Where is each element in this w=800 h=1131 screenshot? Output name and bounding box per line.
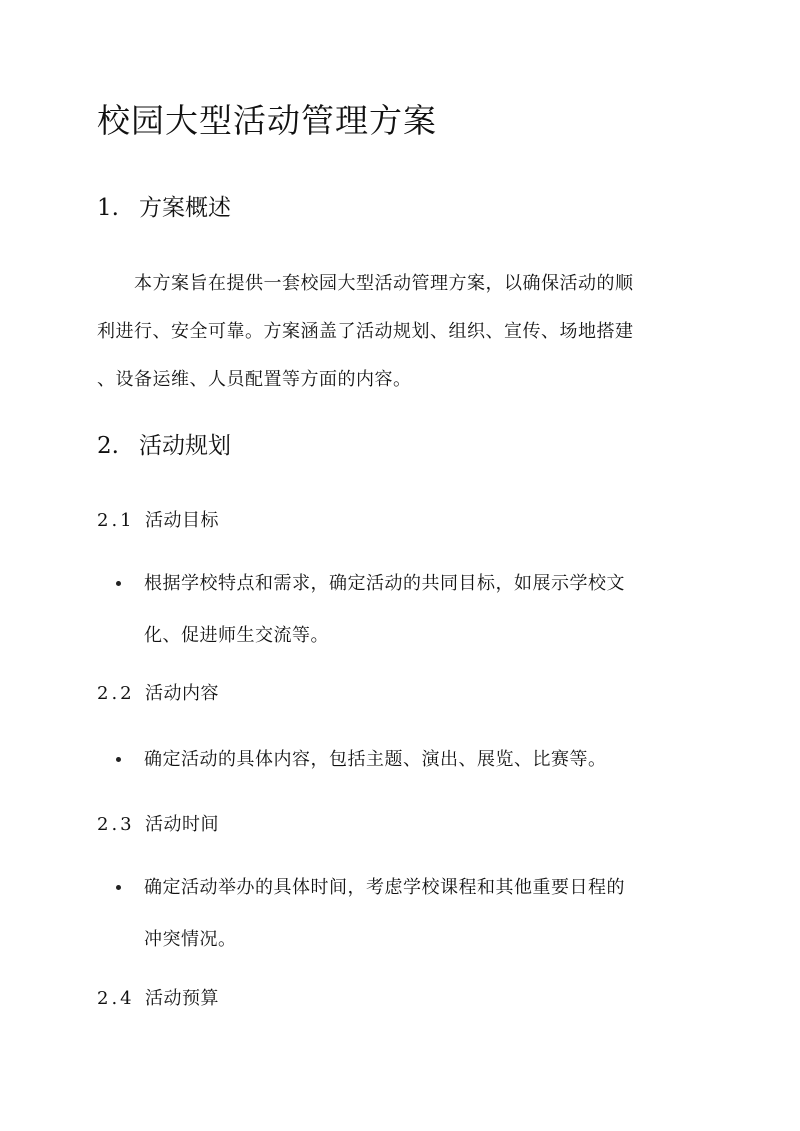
bullet-icon xyxy=(116,885,121,890)
subsection-number: 2.1 xyxy=(97,510,135,531)
list-item-line: 冲突情况。 xyxy=(144,929,237,950)
subsection-number: 2.2 xyxy=(97,683,135,704)
subsection-number: 2.3 xyxy=(97,814,135,835)
paragraph-line: 利进行、安全可靠。方案涵盖了活动规划、组织、宣传、场地搭建 xyxy=(97,321,634,342)
section-number: 1. xyxy=(97,195,119,221)
list-item-time xyxy=(116,862,706,966)
subsection-title: 活动预算 xyxy=(145,988,219,1009)
subsection-number: 2.4 xyxy=(97,988,135,1009)
list-item-line: 确定活动的具体内容，包括主题、演出、展览、比赛等。 xyxy=(144,749,607,770)
subsection-title: 活动内容 xyxy=(145,683,219,704)
paragraph-line: 本方案旨在提供一套校园大型活动管理方案，以确保活动的顺 xyxy=(97,273,634,294)
section-heading-overview xyxy=(97,190,231,226)
list-item-content xyxy=(116,734,706,786)
subsection-heading-goals xyxy=(97,506,219,536)
subsection-title: 活动目标 xyxy=(145,510,219,531)
bullet-icon xyxy=(116,757,121,762)
section-title: 活动规划 xyxy=(139,433,231,459)
section-heading-planning xyxy=(97,428,231,464)
section-number: 2. xyxy=(97,433,119,459)
list-item-line: 确定活动举办的具体时间，考虑学校课程和其他重要日程的 xyxy=(144,877,625,898)
list-item-line: 根据学校特点和需求，确定活动的共同目标，如展示学校文 xyxy=(144,573,625,594)
overview-paragraph xyxy=(97,260,697,404)
bullet-icon xyxy=(116,581,121,586)
section-title: 方案概述 xyxy=(139,195,231,221)
list-item-goals xyxy=(116,558,706,662)
subsection-heading-content xyxy=(97,679,219,709)
subsection-heading-budget xyxy=(97,984,219,1014)
document-title: 校园大型活动管理方案 xyxy=(97,101,437,140)
subsection-title: 活动时间 xyxy=(145,814,219,835)
subsection-heading-time xyxy=(97,810,219,840)
list-item-line: 化、促进师生交流等。 xyxy=(144,625,329,646)
paragraph-line: 、设备运维、人员配置等方面的内容。 xyxy=(97,369,412,390)
